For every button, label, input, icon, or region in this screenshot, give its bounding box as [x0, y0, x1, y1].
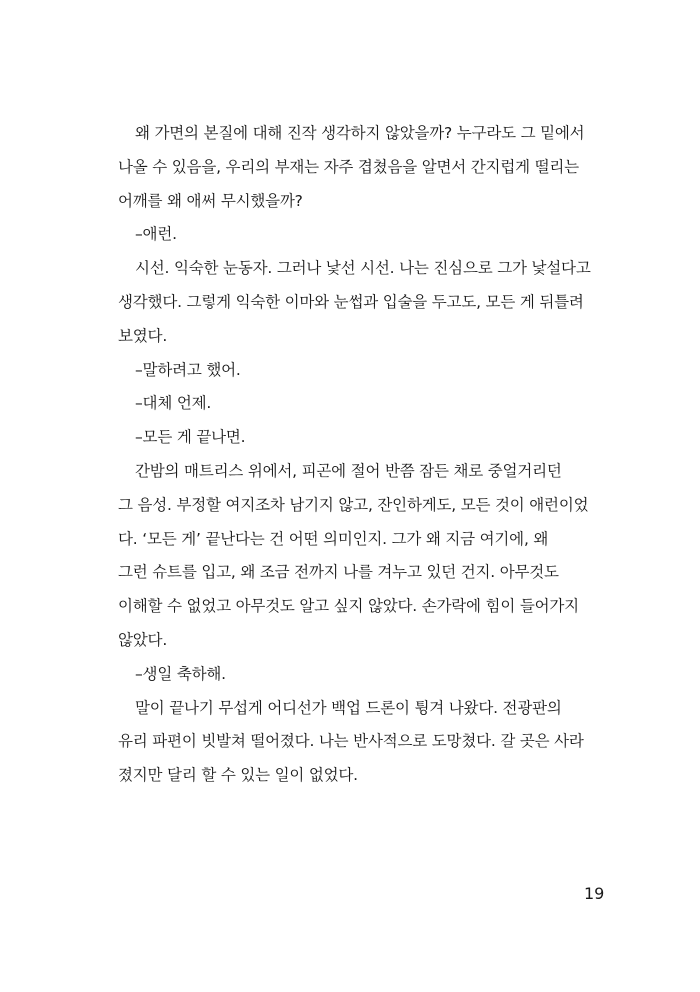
text-line: 졌지만 달리 할 수 있는 일이 없었다.	[118, 766, 358, 785]
text-line: 다. ‘모든 게’ 끝난다는 건 어떤 의미인지. 그가 왜 지금 여기에, 왜	[118, 529, 549, 548]
text-line: 왜 가면의 본질에 대해 진작 생각하지 않았을까? 누구라도 그 밑에서	[135, 124, 585, 142]
text-line: 생각했다. 그렇게 익숙한 이마와 눈썹과 입술을 두고도, 모든 게 뒤틀려	[118, 292, 584, 311]
dialogue-line: –애런.	[135, 225, 177, 244]
text-line: 어깨를 왜 애써 무시했을까?	[118, 191, 303, 210]
text-line: 보였다.	[118, 326, 168, 345]
text-line: 나올 수 있음을, 우리의 부재는 자주 겹쳤음을 알면서 간지럽게 떨리는	[118, 157, 579, 176]
text-line: 말이 끝나기 무섭게 어디선가 백업 드론이 튕겨 나왔다. 전광판의	[135, 698, 562, 717]
dialogue-line: –모든 게 끝나면.	[135, 428, 246, 447]
dialogue-line: –대체 언제.	[135, 394, 212, 413]
text-line: 이해할 수 없었고 아무것도 알고 싶지 않았다. 손가락에 힘이 들어가지	[118, 597, 579, 616]
text-line: 간밤의 매트리스 위에서, 피곤에 절어 반쯤 잠든 채로 중얼거리던	[135, 461, 562, 480]
dialogue-line: –생일 축하해.	[135, 664, 226, 683]
text-line: 시선. 익숙한 눈동자. 그러나 낯선 시선. 나는 진심으로 그가 낯설다고	[135, 259, 591, 278]
text-line: 그런 슈트를 입고, 왜 조금 전까지 나를 겨누고 있던 건지. 아무것도	[118, 563, 559, 582]
page-body-text	[118, 117, 604, 793]
text-line: 그 음성. 부정할 여지조차 남기지 않고, 잔인하게도, 모든 것이 애런이었	[118, 495, 589, 514]
text-line: 않았다.	[118, 630, 168, 649]
text-line: 유리 파편이 빗발쳐 떨어졌다. 나는 반사적으로 도망쳤다. 갈 곳은 사라	[118, 732, 584, 751]
dialogue-line: –말하려고 했어.	[135, 360, 241, 379]
page-number: 19	[584, 884, 605, 903]
